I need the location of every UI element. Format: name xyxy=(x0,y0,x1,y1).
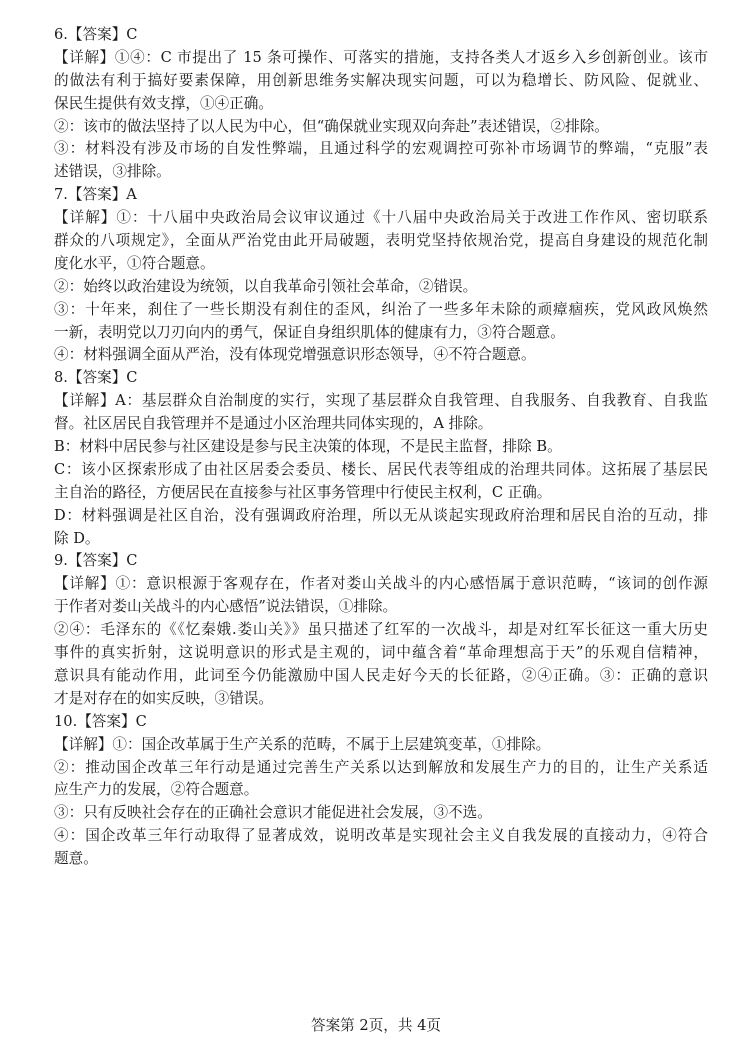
text-line: ②：该市的做法坚持了以人民为中心，但“确保就业实现双向奔赴”表述错误，②排除。 xyxy=(54,117,609,135)
text-line: 【详解】A：基层群众自治制度的实行，实现了基层群众自我管理、自我服务、自我教育、自我监 xyxy=(54,392,708,410)
text-line: 题意。 xyxy=(54,850,98,868)
text-line: 一新，表明党以刀刃向内的勇气，保证自身组织肌体的健康有力，③符合题意。 xyxy=(54,323,565,341)
text-line: 的做法有利于搞好要素保障，用创新思维务实解决现实问题，可以为稳增长、防风险、促就业、 xyxy=(54,71,708,89)
answer-heading-7: 7.【答案】A xyxy=(54,186,137,204)
text-line: ③：十年来，刹住了一些长期没有刹住的歪风，纠治了一些多年未除的顽瘴痼疾，党风政风焕然 xyxy=(54,300,708,318)
text-line: 督。社区居民自我管理并不是通过小区治理共同体实现的，A 排除。 xyxy=(54,415,493,433)
text-line: ②④：毛泽东的《《忆秦娥.娄山关》》虽只描述了红军的一次战斗，却是对红军长征这一重大历史 xyxy=(54,621,708,639)
text-line: 群众的八项规定》，全面从严治党由此开局破题，表明党坚持依规治党，提高自身建设的规范化制 xyxy=(54,232,708,250)
text-line: 【详解】①：国企改革属于生产关系的范畴，不属于上层建筑变革，①排除。 xyxy=(54,735,551,753)
text-line: ③：材料没有涉及市场的自发性弊端，且通过科学的宏观调控可弥补市场调节的弊端，“克服”表 xyxy=(54,140,708,158)
text-line: 【详解】①：意识根源于客观存在，作者对娄山关战斗的内心感悟属于意识范畴，“该词的创作源 xyxy=(54,575,708,593)
answer-heading-9: 9.【答案】C xyxy=(54,552,138,570)
text-line: ②：推动国企改革三年行动是通过完善生产关系以达到解放和发展生产力的目的，让生产关系适 xyxy=(54,758,708,776)
text-line: 度化水平，①符合题意。 xyxy=(54,254,215,272)
answer-heading-6: 6.【答案】C xyxy=(54,26,138,43)
text-line: 主自治的路径，方便居民在直接参与社区事务管理中行使民主权利，C 正确。 xyxy=(54,483,552,501)
text-line: 于作者对娄山关战斗的内心感悟”说法错误，①排除。 xyxy=(54,598,398,616)
text-line: 应生产力的发展，②符合题意。 xyxy=(54,781,259,799)
text-line: ④：国企改革三年行动取得了显著成效，说明改革是实现社会主义自我发展的直接动力，④符合 xyxy=(54,827,708,845)
text-line: 【详解】①④：C 市提出了 15 条可操作、可落实的措施，支持各类人才返乡入乡创新创业。该市 xyxy=(54,48,708,66)
text-line: B：材料中居民参与社区建设是参与民主决策的体现，不是民主监督，排除 B。 xyxy=(54,438,562,456)
text-line: 意识具有能动作用，此词至今仍能激励中国人民走好今天的长征路，②④正确。③：正确的意识 xyxy=(54,666,708,684)
answer-heading-10: 10.【答案】C xyxy=(54,712,147,730)
text-line: ③：只有反映社会存在的正确社会意识才能促进社会发展，③不选。 xyxy=(54,804,492,822)
text-line: 述错误，③排除。 xyxy=(54,163,171,181)
answer-document xyxy=(54,24,708,871)
text-line: ④：材料强调全面从严治，没有体现党增强意识形态领导，④不符合题意。 xyxy=(54,346,536,364)
text-line: D：材料强调是社区自治，没有强调政府治理，所以无从谈起实现政府治理和居民自治的互动，排 xyxy=(54,506,708,524)
text-line: 保民生提供有效支撑，①④正确。 xyxy=(54,94,273,112)
text-line: 【详解】①：十八届中央政治局会议审议通过《十八届中央政治局关于改进工作作风、密切联系 xyxy=(54,209,708,227)
answer-heading-8: 8.【答案】C xyxy=(54,369,138,387)
text-line: C：该小区探索形成了由社区居委会委员、楼长、居民代表等组成的治理共同体。这拓展了基层民 xyxy=(54,460,708,478)
text-line: 除 D。 xyxy=(54,529,100,547)
text-line: ②：始终以政治建设为统领，以自我革命引领社会革命，②错误。 xyxy=(54,277,478,295)
text-line: 才是对存在的如实反映，③错误。 xyxy=(54,689,273,707)
page-footer: 答案第 2页，共 4页 xyxy=(310,1017,441,1034)
text-line: 事件的真实折射，这说明意识的形式是主观的，词中蕴含着“革命理想高于天”的乐观自信精神， xyxy=(54,644,708,662)
